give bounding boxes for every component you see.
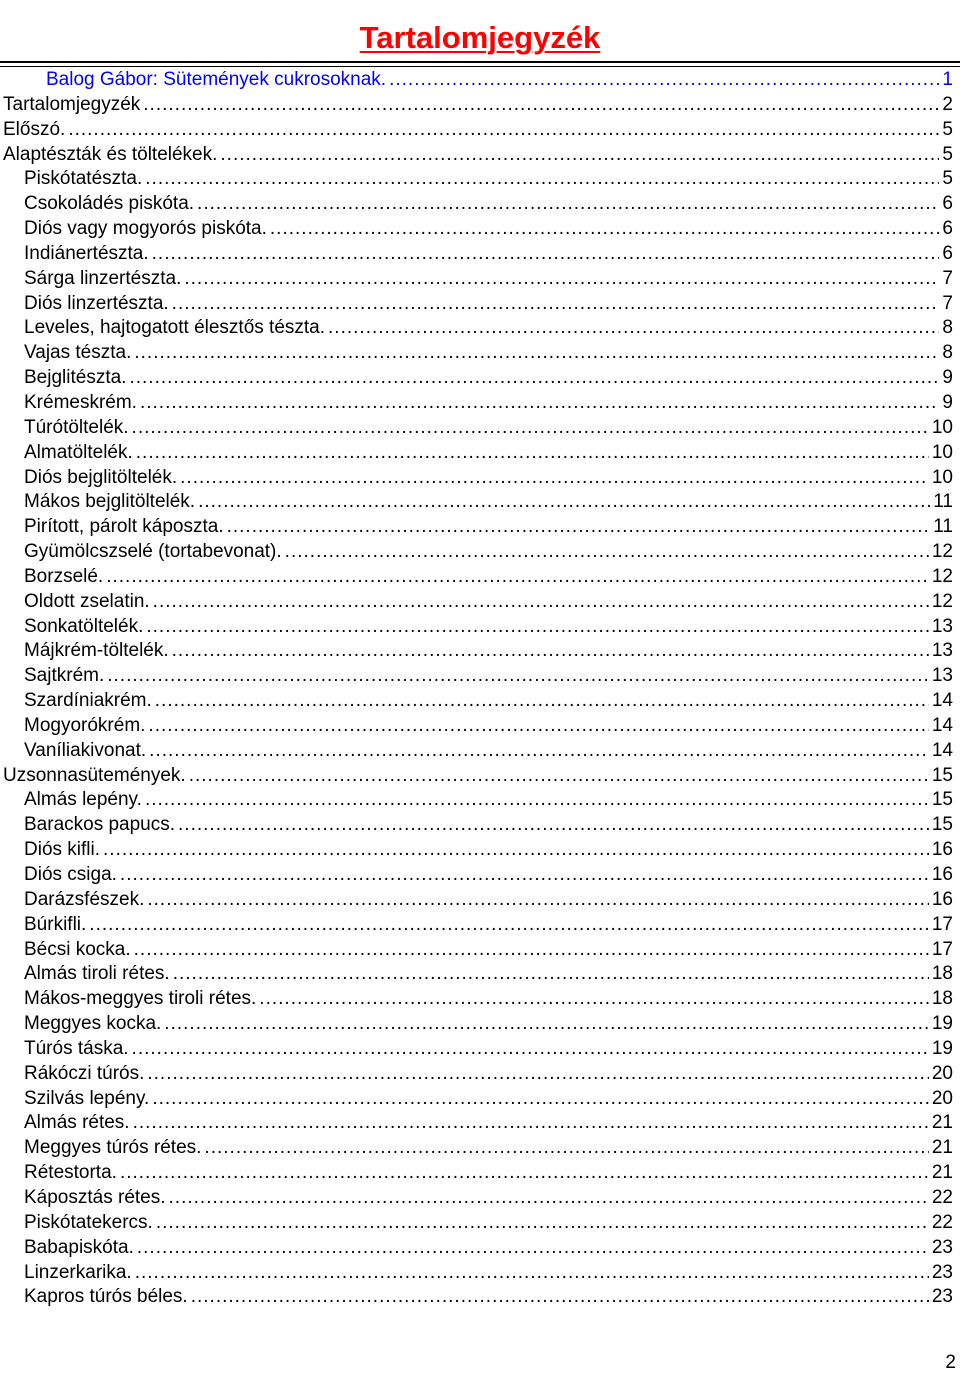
toc-entry-title: Alaptészták és töltelékek. <box>3 143 218 165</box>
toc-entry[interactable] <box>0 590 960 615</box>
toc-entry[interactable] <box>0 143 960 168</box>
toc-entry[interactable] <box>0 1285 960 1310</box>
toc-entry-title: Előszó. <box>3 118 66 140</box>
toc-entry-page: 10 <box>931 441 953 463</box>
toc-entry-title: Szilvás lepény. <box>24 1087 150 1109</box>
toc-entry-title: Linzerkarika. <box>24 1261 132 1283</box>
toc-entry[interactable] <box>0 416 960 441</box>
dot-leader <box>156 1211 929 1236</box>
toc-entry-page: 16 <box>931 888 953 910</box>
toc-entry[interactable] <box>0 1161 960 1186</box>
dot-leader <box>137 1236 929 1261</box>
page-title: Tartalomjegyzék <box>359 19 601 55</box>
toc-entry-page: 6 <box>942 193 953 215</box>
toc-entry-page: 12 <box>931 565 953 587</box>
toc-entry-title: Szardíniakrém. <box>24 690 152 712</box>
toc-entry-page: 17 <box>931 913 953 935</box>
header-rule-thin <box>0 66 960 67</box>
dot-leader <box>169 1186 929 1211</box>
toc-entry[interactable] <box>0 466 960 491</box>
toc-entry[interactable] <box>0 1261 960 1286</box>
toc-entry-page: 22 <box>931 1211 953 1233</box>
toc-entry[interactable] <box>0 441 960 466</box>
toc-entry[interactable] <box>0 118 960 143</box>
toc-entry[interactable] <box>0 1062 960 1087</box>
toc-entry-title: Babapiskóta. <box>24 1236 134 1258</box>
toc-entry-title: Sonkatöltelék. <box>24 615 144 637</box>
toc-entry-page: 1 <box>942 69 953 90</box>
toc-entry-title: Bejglitészta. <box>24 367 127 389</box>
toc-entry[interactable] <box>0 1037 960 1062</box>
toc-entry-title: Almatöltelék. <box>24 441 133 463</box>
dot-leader <box>153 590 929 615</box>
dot-leader <box>189 764 929 789</box>
dot-leader <box>285 540 929 565</box>
toc-entry-page: 2 <box>942 93 953 115</box>
dot-leader <box>147 888 928 913</box>
toc-entry-page: 7 <box>942 292 953 314</box>
toc-entry[interactable] <box>0 192 960 217</box>
toc-entry-page: 15 <box>931 789 953 811</box>
toc-entry-title: Almás lepény. <box>24 789 142 811</box>
toc-entry-title: Almás rétes. <box>24 1112 130 1134</box>
page-number: 2 <box>945 1352 956 1373</box>
toc-entry-title: Túrós táska. <box>24 1037 129 1059</box>
toc-entry-page: 18 <box>931 963 953 985</box>
toc-entry-page: 5 <box>942 118 953 140</box>
toc-entry-page: 15 <box>931 814 953 836</box>
toc-entry-title: Diós bejglitöltelék. <box>24 466 178 488</box>
dot-leader <box>103 838 929 863</box>
toc-entry-page: 23 <box>931 1286 953 1308</box>
toc-entry[interactable] <box>0 1087 960 1112</box>
toc-entry-page: 6 <box>942 242 953 264</box>
toc-entry-page: 19 <box>931 1013 953 1035</box>
toc-entry[interactable] <box>0 515 960 540</box>
dot-leader <box>147 1062 928 1087</box>
dot-leader <box>180 466 929 491</box>
toc-entry[interactable] <box>0 1236 960 1261</box>
dot-leader <box>155 689 929 714</box>
toc-entry-title: Piskótatészta. <box>24 168 143 190</box>
toc-entry[interactable] <box>0 962 960 987</box>
toc-entry[interactable] <box>0 639 960 664</box>
toc-entry[interactable] <box>0 490 960 515</box>
header-rule-thick <box>0 61 960 63</box>
dot-leader <box>178 813 929 838</box>
toc-entry-page: 23 <box>931 1236 953 1258</box>
toc-entry-page: 10 <box>931 416 953 438</box>
dot-leader <box>173 962 929 987</box>
toc-entry-page: 5 <box>942 168 953 190</box>
toc-entry[interactable] <box>0 267 960 292</box>
dot-leader <box>136 441 929 466</box>
toc-entry[interactable] <box>0 217 960 242</box>
dot-leader <box>146 615 929 640</box>
toc-entry[interactable] <box>0 391 960 416</box>
toc-entry-title: Diós kifli. <box>24 839 101 861</box>
dot-leader <box>145 788 929 813</box>
toc-entry-title: Vaníliakivonat. <box>24 739 147 761</box>
toc-entry-title: Kapros túrós béles. <box>24 1286 188 1308</box>
toc-entry[interactable] <box>0 838 960 863</box>
dot-leader <box>145 167 939 192</box>
toc-entry[interactable] <box>0 714 960 739</box>
toc-entry[interactable] <box>0 366 960 391</box>
toc-entry[interactable] <box>0 540 960 565</box>
toc-entry-page: 17 <box>931 938 953 960</box>
table-of-contents <box>0 68 960 1310</box>
dot-leader <box>220 143 939 168</box>
toc-entry-title: Meggyes túrós rétes. <box>24 1137 202 1159</box>
toc-entry[interactable] <box>0 739 960 764</box>
toc-entry-title: Sárga linzertészta. <box>24 267 182 289</box>
toc-entry-title: Barackos papucs. <box>24 814 176 836</box>
dot-leader <box>134 938 929 963</box>
toc-entry-page: 20 <box>931 1087 953 1109</box>
dot-leader <box>172 292 940 317</box>
toc-entry-title: Diós csiga. <box>24 864 117 885</box>
dot-leader <box>133 1111 929 1136</box>
toc-entry-page: 5 <box>942 143 953 165</box>
dot-leader <box>89 913 929 938</box>
toc-entry-title: Diós linzertészta. <box>24 292 169 314</box>
toc-entry-page: 16 <box>931 864 953 885</box>
toc-entry[interactable] <box>0 1186 960 1211</box>
dot-leader <box>132 1037 929 1062</box>
dot-leader <box>191 1285 929 1310</box>
dot-leader <box>68 118 939 143</box>
toc-entry[interactable] <box>0 68 960 93</box>
toc-entry-title: Túrótöltelék. <box>24 416 129 438</box>
toc-entry[interactable] <box>0 938 960 963</box>
toc-entry-page: 12 <box>931 590 953 612</box>
toc-entry[interactable] <box>0 565 960 590</box>
toc-entry-page: 8 <box>942 317 953 339</box>
toc-entry-title: Gyümölcszselé (tortabevonat). <box>24 541 282 563</box>
toc-entry-title: Krémeskrém. <box>24 391 137 413</box>
toc-entry-page: 14 <box>931 690 953 712</box>
toc-entry-title: Bécsi kocka. <box>24 938 131 960</box>
toc-entry-page: 23 <box>931 1261 953 1283</box>
toc-entry[interactable] <box>0 913 960 938</box>
dot-leader <box>120 863 929 888</box>
toc-entry[interactable] <box>0 813 960 838</box>
toc-entry-page: 14 <box>931 739 953 761</box>
toc-entry-page: 19 <box>931 1037 953 1059</box>
toc-entry-page: 12 <box>931 541 953 563</box>
toc-entry[interactable] <box>0 1211 960 1236</box>
dot-leader <box>140 391 939 416</box>
toc-entry[interactable] <box>0 863 960 888</box>
toc-entry[interactable] <box>0 1136 960 1161</box>
dot-leader <box>328 316 939 341</box>
toc-entry-page: 8 <box>942 342 953 364</box>
toc-entry[interactable] <box>0 664 960 689</box>
toc-entry[interactable] <box>0 1012 960 1037</box>
toc-entry[interactable] <box>0 242 960 267</box>
toc-entry[interactable] <box>0 788 960 813</box>
toc-entry-page: 14 <box>931 714 953 736</box>
toc-entry[interactable] <box>0 987 960 1012</box>
toc-entry-title: Meggyes kocka. <box>24 1013 162 1035</box>
toc-entry-page: 11 <box>933 491 953 513</box>
dot-leader <box>107 664 929 689</box>
toc-entry-page: 21 <box>931 1137 953 1159</box>
toc-entry[interactable] <box>0 689 960 714</box>
toc-entry-title: Diós vagy mogyorós piskóta. <box>24 218 267 240</box>
toc-entry-title: Oldott zselatin. <box>24 590 150 612</box>
toc-entry-page: 21 <box>931 1162 953 1184</box>
toc-entry-page: 9 <box>942 367 953 389</box>
toc-entry-title: Indiánertészta. <box>24 242 149 264</box>
dot-leader <box>172 639 929 664</box>
toc-entry-title: Csokoládés piskóta. <box>24 193 195 215</box>
dot-leader <box>227 515 931 540</box>
toc-entry[interactable] <box>0 764 960 789</box>
dot-leader <box>132 416 929 441</box>
toc-entry-title: Mogyorókrém. <box>24 714 146 736</box>
toc-entry-page: 18 <box>931 988 953 1010</box>
toc-entry-title: Uzsonnasütemények. <box>3 764 186 786</box>
toc-entry-page: 10 <box>931 466 953 488</box>
toc-entry-title: Mákos bejglitöltelék. <box>24 491 196 513</box>
dot-leader <box>259 987 929 1012</box>
dot-leader <box>148 714 928 739</box>
toc-entry[interactable] <box>0 93 960 118</box>
toc-entry-title: Balog Gábor: Sütemények cukrosoknak. <box>46 69 387 90</box>
toc-entry-title: Sajtkrém. <box>24 665 105 687</box>
toc-entry-page: 6 <box>942 218 953 240</box>
dot-leader <box>184 267 939 292</box>
toc-entry-title: Májkrém-töltelék. <box>24 640 169 662</box>
toc-entry-page: 13 <box>931 665 953 687</box>
dot-leader <box>389 68 939 93</box>
toc-entry-page: 7 <box>942 267 953 289</box>
toc-entry[interactable] <box>0 316 960 341</box>
toc-entry-title: Borzselé. <box>24 565 104 587</box>
dot-leader <box>149 739 929 764</box>
dot-leader <box>120 1161 929 1186</box>
dot-leader <box>270 217 940 242</box>
toc-entry-page: 9 <box>942 391 953 413</box>
toc-entry-title: Mákos-meggyes tiroli rétes. <box>24 988 257 1010</box>
toc-entry-page: 13 <box>931 615 953 637</box>
toc-entry-title: Káposztás rétes. <box>24 1186 166 1208</box>
toc-entry-page: 11 <box>933 516 953 538</box>
dot-leader <box>129 366 939 391</box>
toc-entry-title: Rákóczi túrós. <box>24 1062 145 1084</box>
toc-entry-title: Almás tiroli rétes. <box>24 963 170 985</box>
toc-entry[interactable] <box>0 888 960 913</box>
toc-entry-page: 13 <box>931 640 953 662</box>
toc-entry-page: 22 <box>931 1186 953 1208</box>
dot-leader <box>134 341 939 366</box>
dot-leader <box>204 1136 928 1161</box>
toc-entry-title: Rétestorta. <box>24 1162 117 1184</box>
toc-entry-title: Pirított, párolt káposzta. <box>24 516 224 538</box>
toc-entry-title: Vajas tészta. <box>24 342 132 364</box>
toc-entry[interactable] <box>0 615 960 640</box>
dot-leader <box>135 1261 929 1286</box>
toc-entry-title: Leveles, hajtogatott élesztős tészta. <box>24 317 326 339</box>
toc-entry-title: Piskótatekercs. <box>24 1211 153 1233</box>
toc-entry-page: 20 <box>931 1062 953 1084</box>
toc-entry[interactable] <box>0 292 960 317</box>
toc-entry[interactable] <box>0 341 960 366</box>
toc-entry-title: Búrkifli. <box>24 913 87 935</box>
toc-entry-page: 21 <box>931 1112 953 1134</box>
dot-leader <box>152 242 940 267</box>
dot-leader <box>198 490 930 515</box>
toc-entry-page: 16 <box>931 839 953 861</box>
toc-entry[interactable] <box>0 167 960 192</box>
toc-entry-page: 15 <box>931 764 953 786</box>
dot-leader <box>164 1012 929 1037</box>
toc-entry-title: Tartalomjegyzék <box>3 93 141 115</box>
dot-leader <box>197 192 939 217</box>
dot-leader <box>106 565 929 590</box>
dot-leader <box>152 1087 929 1112</box>
toc-entry[interactable] <box>0 1111 960 1136</box>
dot-leader <box>143 93 939 118</box>
toc-entry-title: Darázsfészek. <box>24 888 145 910</box>
